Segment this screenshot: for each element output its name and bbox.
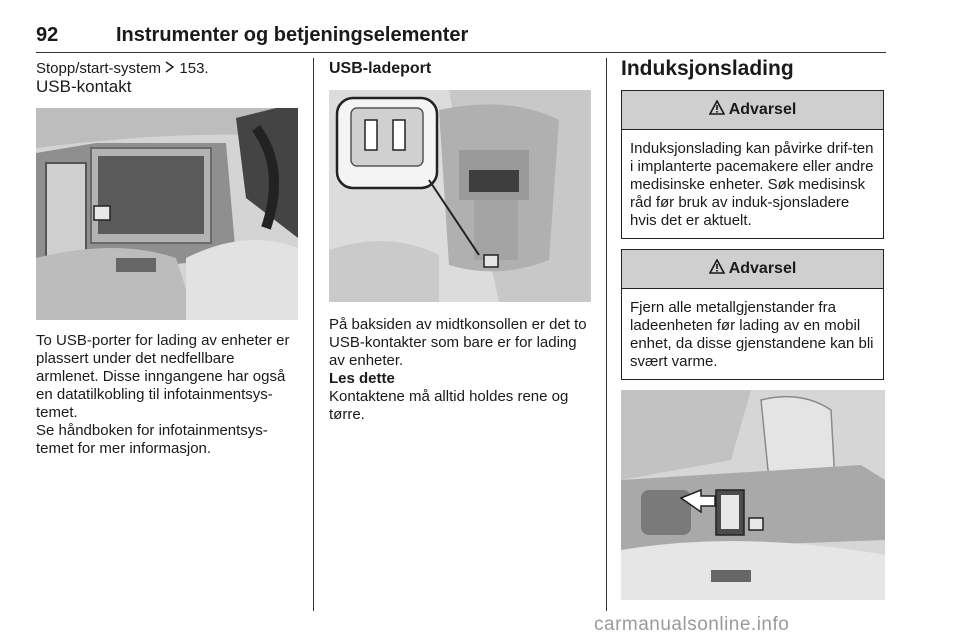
watermark: carmanualsonline.info <box>594 614 790 635</box>
section-heading-usb-socket: USB-kontakt <box>36 77 132 96</box>
warning-box-metal-objects <box>621 249 884 380</box>
column-divider-2 <box>606 58 607 611</box>
usb-charging-port-figure <box>329 90 591 302</box>
warning-title: Advarsel <box>728 260 797 277</box>
usb-socket-figure <box>36 108 298 320</box>
usb-socket-description: To USB-porter for lading av enheter er plassert under det nedfellbare armlenet. Disse inngangene har også en datatilkobling til infotainmentsys-temet. <box>36 332 290 421</box>
page-title: Instrumenter og betjeningselementer <box>116 24 469 46</box>
inductive-charging-figure <box>621 390 885 600</box>
warning-triangle-icon <box>709 100 725 120</box>
warning-header <box>622 250 883 289</box>
column-divider-1 <box>313 58 314 611</box>
cross-reference <box>36 60 301 78</box>
note-heading: Les dette <box>329 370 395 387</box>
warning-triangle-icon <box>709 259 725 279</box>
warning-header <box>622 91 883 130</box>
column-2 <box>329 60 594 424</box>
column-3 <box>621 57 885 600</box>
warning-title: Advarsel <box>728 101 797 118</box>
cross-reference-page: 153. <box>179 60 209 77</box>
section-heading-usb-charging-port: USB-ladeport <box>329 60 432 77</box>
usb-charging-port-description: På baksiden av midtkonsollen er det to USB-kontakter som bare er for lading av enheter. <box>329 316 587 369</box>
warning-box-pacemaker <box>621 90 884 239</box>
cross-reference-arrow-icon <box>165 60 175 78</box>
usb-socket-more-info: Se håndboken for infotainmentsys-temet for mer informasjon. <box>36 422 268 457</box>
warning-text: Fjern alle metallgjenstander fra ladeenheten før lading av en mobil enhet, da disse gjenstandene kan bli svært varme. <box>630 299 874 370</box>
note-text: Kontaktene må alltid holdes rene og tørre. <box>329 388 569 423</box>
page-header <box>36 24 886 52</box>
header-rule <box>36 52 886 53</box>
warning-text: Induksjonslading kan påvirke drif-ten i implanterte pacemakere eller andre medisinske enheter. Søk medisinsk råd før bruk av induk-sjonsladere hvis det er aktuelt. <box>630 140 874 229</box>
page-number: 92 <box>36 24 59 46</box>
section-heading-inductive-charging: Induksjonslading <box>621 57 794 80</box>
column-1 <box>36 60 301 458</box>
cross-reference-text: Stopp/start-system <box>36 60 162 77</box>
